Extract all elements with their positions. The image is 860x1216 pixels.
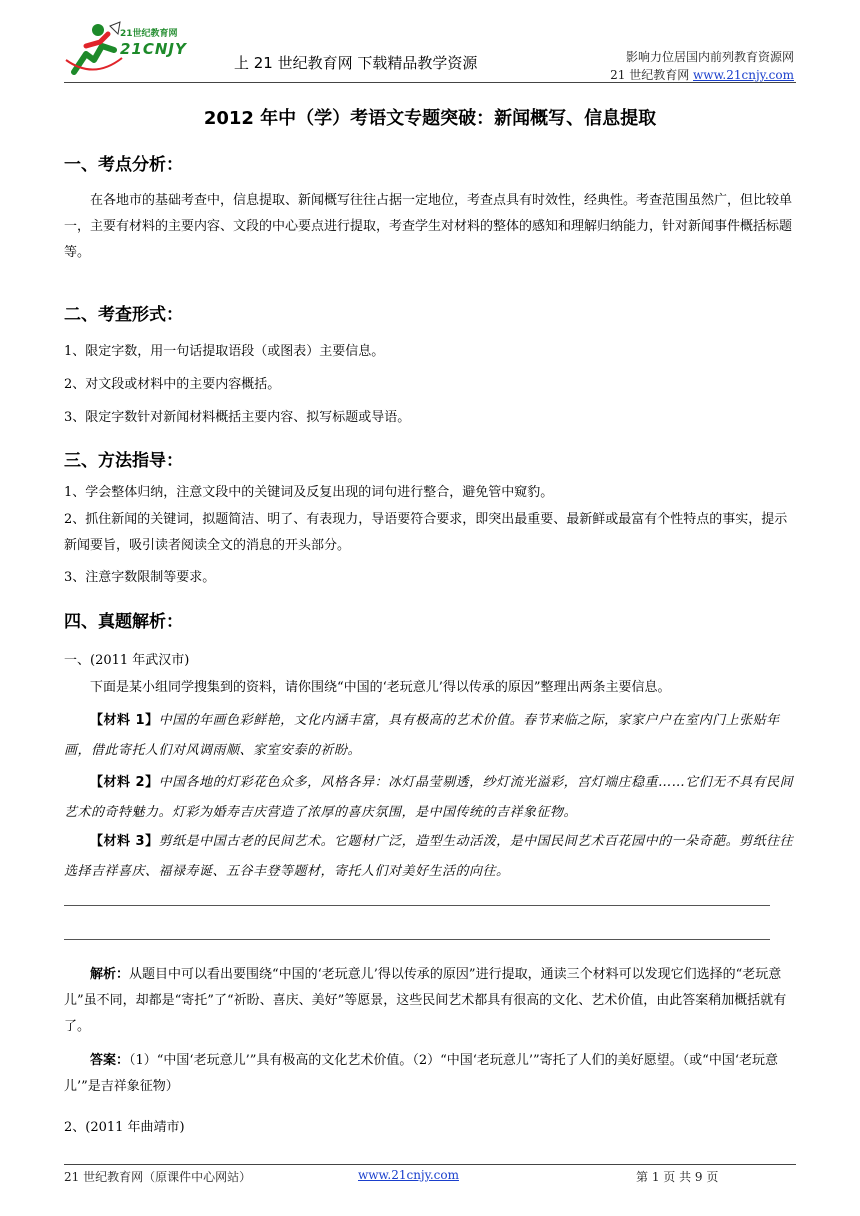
list-item: 2、对文段或材料中的主要内容概括。 — [64, 377, 281, 392]
list-item: 1、学会整体归纳，注意文段中的关键词及反复出现的词句进行整合，避免管中窥豹。 — [64, 485, 554, 500]
header-tagline: 影响力位居国内前列教育资源网 — [625, 50, 794, 64]
answer-line[interactable] — [64, 905, 770, 906]
page-number: 第 1 页 共 9 页 — [636, 1170, 719, 1184]
section-heading-3: 三、方法指导： — [64, 451, 183, 471]
logo-brand-text: 21CNJY — [120, 40, 187, 58]
footer-divider — [64, 1164, 796, 1165]
answer-paragraph — [64, 1048, 796, 1100]
section-heading-4: 四、真题解析： — [64, 612, 183, 632]
material-3-text: 剪纸是中国古老的民间艺术。它题材广泛，造型生动活泼，是中国民间艺术百花园中的一朵奇葩。剪纸往往选择吉祥喜庆、福禄寿诞、五谷丰登等题材，寄托人们对美好生活的向往。 — [64, 834, 794, 879]
answer-text: （1）“中国‘老玩意儿’”具有极高的文化艺术价值。（2）“中国‘老玩意儿’”寄托了人们的美好愿望。（或“中国‘老玩意儿’”是吉祥象征物） — [64, 1053, 778, 1094]
material-1-text: 中国的年画色彩鲜艳，文化内涵丰富，具有极高的艺术价值。春节来临之际，家家户户在室内门上张贴年画，借此寄托人们对风调雨顺、家室安泰的祈盼。 — [64, 713, 780, 758]
answer-line[interactable] — [64, 939, 770, 940]
answer-label: 答案： — [90, 1053, 130, 1068]
analysis-label: 解析： — [90, 967, 130, 982]
logo-small-text: 21世纪教育网 — [120, 29, 178, 39]
analysis-paragraph — [64, 962, 796, 1040]
list-item: 2、抓住新闻的关键词，拟题简洁、明了、有表现力，导语要符合要求，即突出最重要、最新鲜或最富有个性特点的事实，提示新闻要旨，吸引读者阅读全文的消息的开头部分。 — [64, 512, 788, 553]
question-2-label: 2、(2011 年曲靖市) — [64, 1120, 185, 1135]
running-man-icon — [64, 20, 124, 76]
analysis-text: 从题目中可以看出要围绕“中国的‘老玩意儿’得以传承的原因”进行提取，通读三个材料可以发现它们选择的“老玩意儿”虽不同，却都是“寄托”了“祈盼、喜庆、美好”等愿景，这些民间艺术都具有很高的文化、艺术价值，由此答案稍加概括就有了。 — [64, 967, 787, 1034]
footer-link-wrap — [358, 1168, 459, 1182]
material-3-label: 【材料 3】 — [90, 834, 159, 849]
section-heading-1: 一、考点分析： — [64, 155, 183, 175]
document-title: 2012 年中（学）考语文专题突破：新闻概写、信息提取 — [203, 108, 657, 129]
material-3 — [64, 827, 796, 887]
question-1-label: 一、(2011 年武汉市) — [64, 653, 190, 668]
section-1-paragraph: 在各地市的基础考查中，信息提取、新闻概写往往占据一定地位，考查点具有时效性，经典性。考查范围虽然广，但比较单一，主要有材料的主要内容、文段的中心要点进行提取，考查学生对材料的整体的感知和理解归纳能力，针对新闻事件概括标题等。 — [64, 193, 793, 260]
footer-left: 21 世纪教育网（原课件中心网站） — [64, 1170, 252, 1184]
footer-site-link[interactable]: www.21cnjy.com — [358, 1168, 459, 1182]
material-1-label: 【材料 1】 — [90, 713, 159, 728]
header-site-prefix: 21 世纪教育网 — [610, 68, 694, 82]
list-item: 1、限定字数，用一句话提取语段（或图表）主要信息。 — [64, 344, 385, 359]
header-slogan: 上 21 世纪教育网 下载精品教学资源 — [234, 54, 478, 72]
list-item: 3、注意字数限制等要求。 — [64, 570, 216, 585]
material-2-label: 【材料 2】 — [90, 775, 159, 790]
list-item: 3、限定字数针对新闻材料概括主要内容、拟写标题或导语。 — [64, 410, 411, 425]
material-1 — [64, 706, 796, 766]
header-site-link[interactable]: www.21cnjy.com — [693, 68, 794, 82]
site-logo[interactable] — [64, 20, 204, 76]
material-2 — [64, 768, 796, 828]
question-1-prompt: 下面是某小组同学搜集到的资料，请你围绕“中国的‘老玩意儿’得以传承的原因”整理出两条主要信息。 — [90, 680, 671, 695]
section-heading-2: 二、考查形式： — [64, 305, 183, 325]
page-header — [64, 20, 796, 82]
header-site-line — [610, 66, 794, 83]
header-divider — [64, 82, 796, 83]
material-2-text: 中国各地的灯彩花色众多，风格各异：冰灯晶莹剔透，纱灯流光溢彩，宫灯端庄稳重……它们无不具有民间艺术的奇特魅力。灯彩为婚寿吉庆营造了浓厚的喜庆氛围，是中国传统的吉祥象征物。 — [64, 775, 794, 820]
